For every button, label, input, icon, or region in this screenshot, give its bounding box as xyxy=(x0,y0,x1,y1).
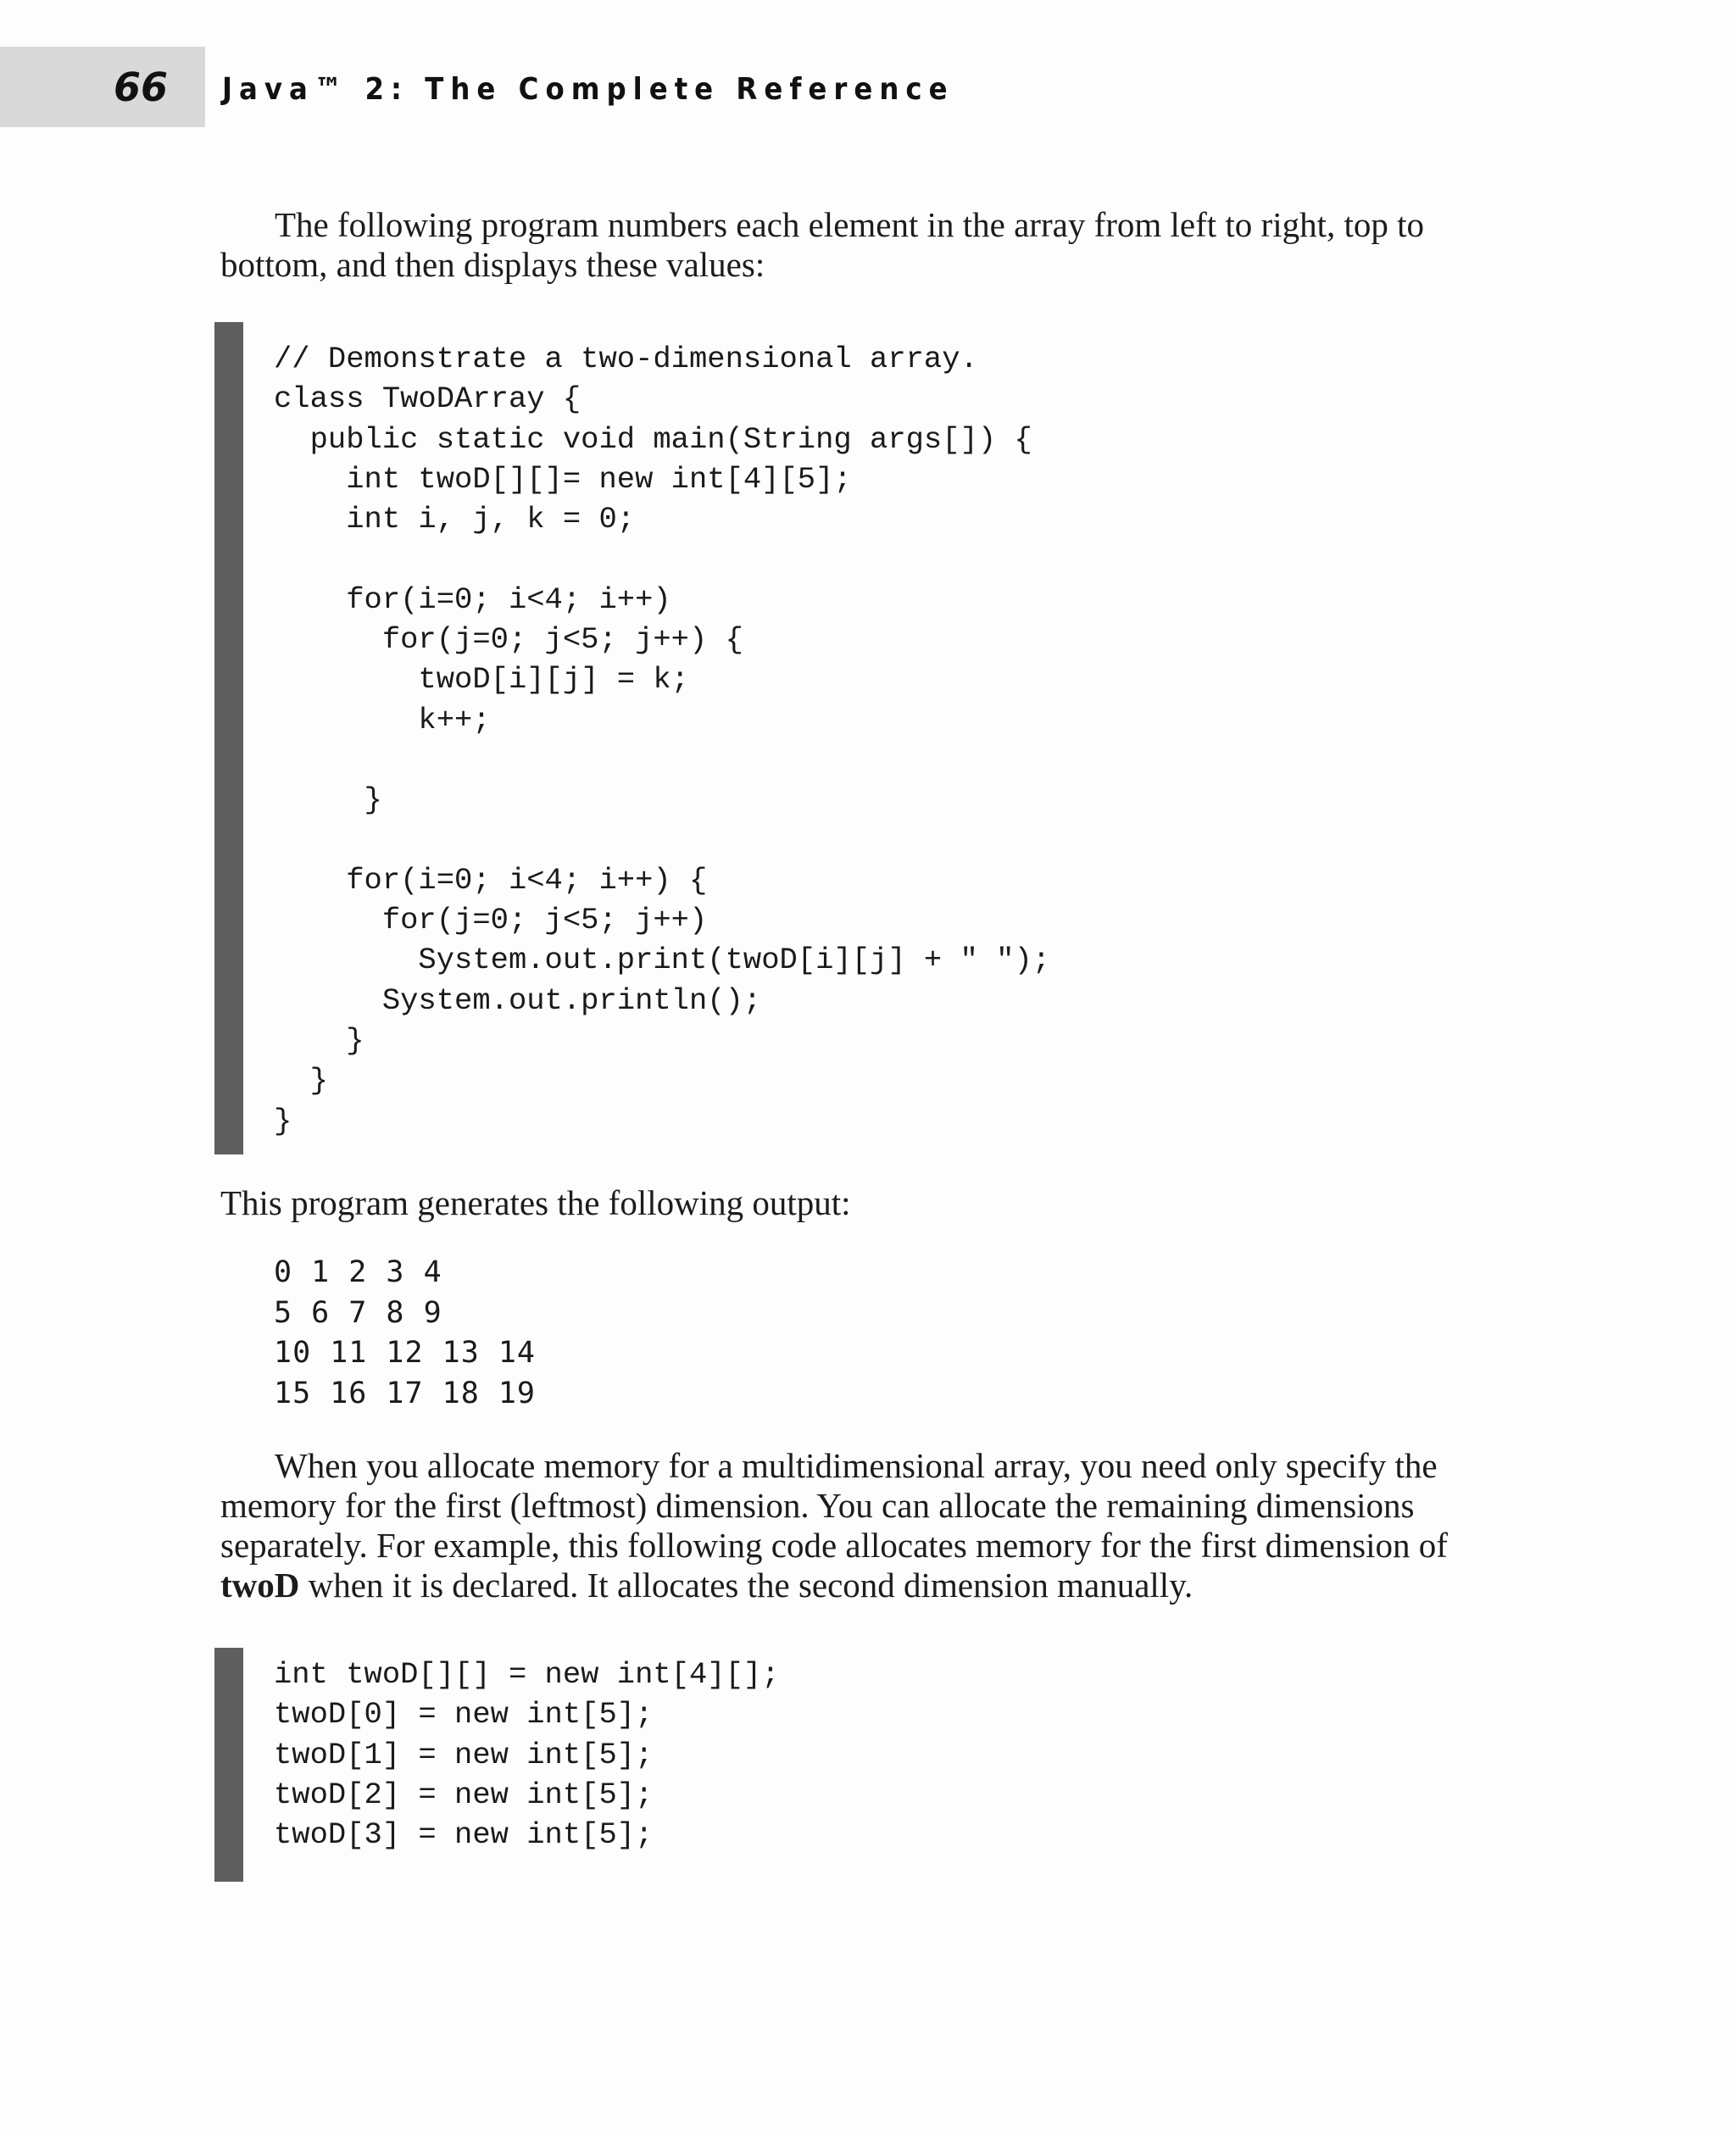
code-term-twoD: twoD xyxy=(220,1566,300,1605)
allocation-code-bar xyxy=(214,1648,243,1882)
running-header-title: Java™ 2: The Complete Reference xyxy=(222,72,954,107)
page-number-tab xyxy=(0,47,205,127)
memory-allocation-paragraph xyxy=(220,1446,1517,1605)
program-output-listing: 0 1 2 3 4 5 6 7 8 9 10 11 12 13 14 15 16 17 18 19 xyxy=(274,1255,537,1410)
output-intro-paragraph: This program generates the following output: xyxy=(220,1183,851,1222)
program-code-listing: // Demonstrate a two-dimensional array. class TwoDArray { public static void main(String args[]) { int twoD[][]= new int[4][5]; int i, j, k = 0; for(i=0; i<4; i++) for(j=0; j<5; j++) { twoD[i][j] = k; k++; } for(i=0; i<4; i++) { for(j=0; j<5; j++) System.out.print(twoD[i][j] + " "); System.out.println(); } } } xyxy=(274,342,1051,1138)
intro-paragraph xyxy=(220,205,1517,285)
page-number: 66 xyxy=(113,64,168,110)
paragraph-text-part-2: when it is declared. It allocates the second dimension manually. xyxy=(299,1566,1194,1605)
paragraph-text-part-1: When you allocate memory for a multidimensional array, you need only specify the memory for the first (leftmost) dimension. You can allocate the remaining dimensions separately. For example, this following code allocates memory for the first dimension of xyxy=(220,1446,1448,1565)
code-listing-bar xyxy=(214,322,243,1154)
allocation-code-listing: int twoD[][] = new int[4][]; twoD[0] = new int[5]; twoD[1] = new int[5]; twoD[2] = new int[5]; twoD[3] = new int[5]; xyxy=(274,1657,780,1853)
intro-paragraph-text: The following program numbers each element in the array from left to right, top to bottom, and then displays these values: xyxy=(220,205,1425,284)
